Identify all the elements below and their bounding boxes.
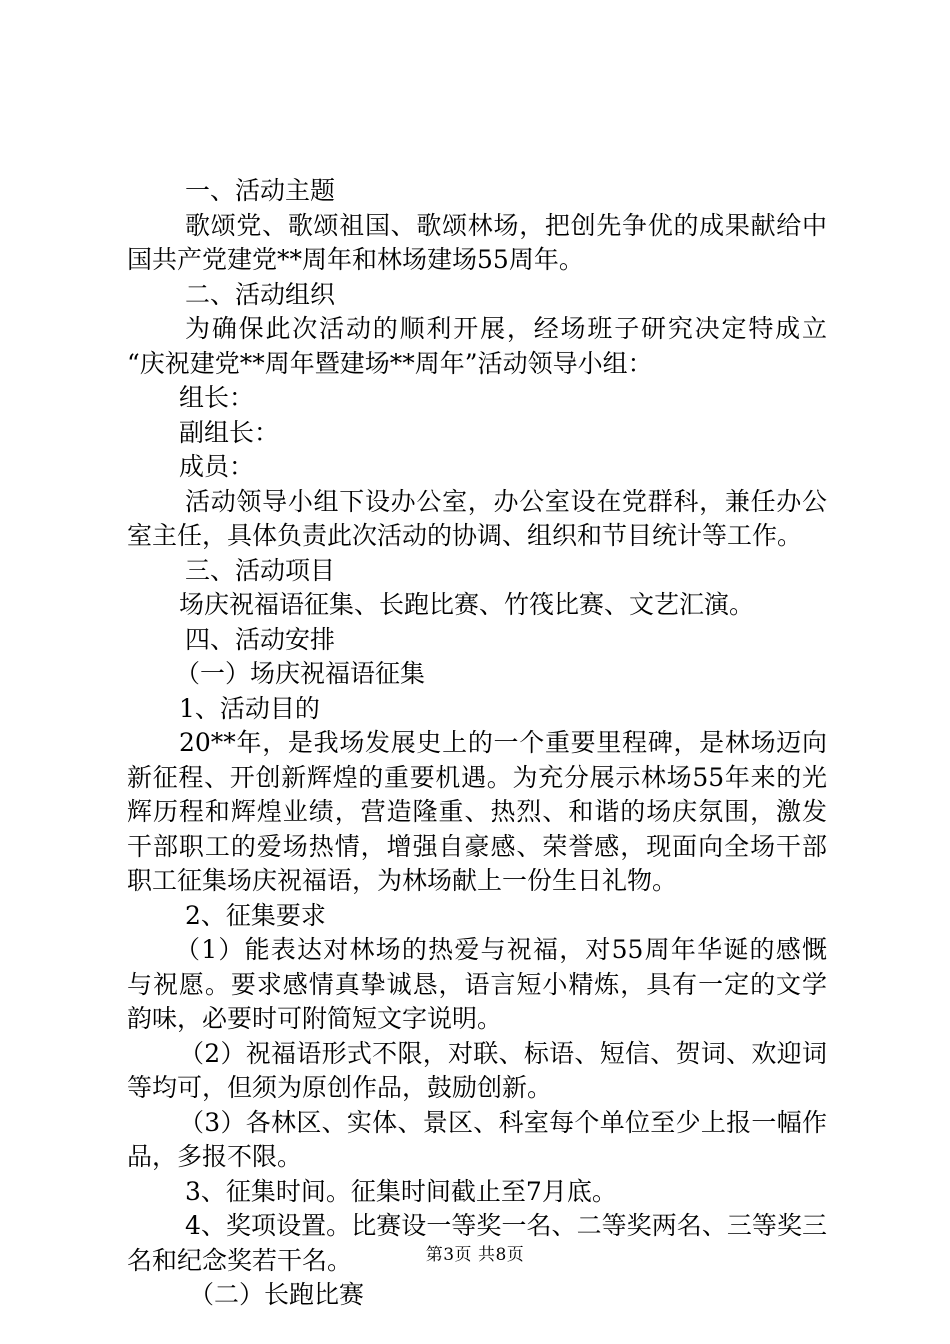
subheading-collection-requirements: 2、征集要求	[185, 900, 326, 930]
paragraph-line: 室主任，具体负责此次活动的协调、组织和节目统计等工作。	[127, 521, 803, 550]
members-label: 成员：	[179, 452, 255, 481]
paragraph-line: 辉历程和辉煌业绩，营造隆重、热烈、和谐的场庆氛围，激发	[127, 797, 827, 826]
paragraph-line: 品，多报不限。	[127, 1142, 303, 1171]
subheading-long-distance-race: （二）长跑比赛	[189, 1280, 365, 1309]
heading-activity-organization: 二、活动组织	[185, 279, 336, 309]
paragraph-line: 名和纪念奖若干名。	[127, 1245, 353, 1275]
heading-activity-arrangement: 四、活动安排	[185, 624, 336, 654]
paragraph-line: 3、征集时间。征集时间截止至7月底。	[185, 1176, 617, 1206]
leader-label: 组长：	[179, 383, 255, 412]
paragraph-line: 为确保此次活动的顺利开展，经场班子研究决定特成立	[185, 314, 827, 343]
paragraph-line: 职工征集场庆祝福语，为林场献上一份生日礼物。	[127, 866, 678, 895]
heading-activity-theme: 一、活动主题	[185, 176, 336, 205]
paragraph-line: 20**年，是我场发展史上的一个重要里程碑，是林场迈向	[179, 728, 827, 757]
paragraph-line: 4、奖项设置。比赛设一等奖一名、二等奖两名、三等奖三	[185, 1211, 827, 1240]
deputy-leader-label: 副组长：	[179, 417, 280, 447]
paragraph-line: 活动领导小组下设办公室，办公室设在党群科，兼任办公	[185, 486, 827, 516]
paragraph-line: （1）能表达对林场的热爱与祝福，对55周年华诞的感慨	[175, 935, 827, 964]
paragraph-line: 韵味，必要时可附简短文字说明。	[127, 1004, 503, 1033]
paragraph-line: 歌颂党、歌颂祖国、歌颂林场，把创先争优的成果献给中	[185, 210, 827, 240]
paragraph-line: “庆祝建党**周年暨建场**周年”活动领导小组：	[127, 348, 653, 378]
paragraph-line: 场庆祝福语征集、长跑比赛、竹筏比赛、文艺汇演。	[179, 590, 755, 619]
page-number-footer: 第3页 共8页	[425, 1245, 525, 1265]
paragraph-line: （2）祝福语形式不限，对联、标语、短信、贺词、欢迎词	[179, 1038, 827, 1068]
subheading-activity-purpose: 1、活动目的	[179, 693, 320, 723]
paragraph-line: 等均可，但须为原创作品，鼓励创新。	[127, 1073, 553, 1102]
paragraph-line: 新征程、开创新辉煌的重要机遇。为充分展示林场55年来的光	[127, 762, 827, 792]
paragraph-line: （3）各林区、实体、景区、科室每个单位至少上报一幅作	[179, 1107, 827, 1137]
heading-activity-items: 三、活动项目	[185, 555, 336, 585]
paragraph-line: 干部职工的爱场热情，增强自豪感、荣誉感，现面向全场干部	[127, 831, 827, 861]
paragraph-line: 与祝愿。要求感情真挚诚恳，语言短小精炼，具有一定的文学	[127, 969, 827, 999]
subheading-blessing-collection: （一）场庆祝福语征集	[175, 659, 426, 688]
paragraph-line: 国共产党建党**周年和林场建场55周年。	[127, 245, 584, 274]
document-body	[127, 174, 827, 1313]
